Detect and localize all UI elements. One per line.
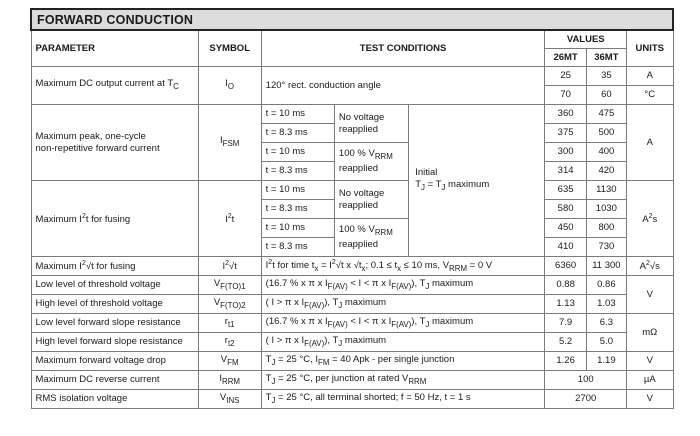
symbol-vto2: $V_{F(TO)2}$ bbox=[198, 295, 261, 314]
value-cell: 2700 bbox=[545, 390, 627, 409]
param-i2t: Maximum $I^2t$ for fusing bbox=[31, 181, 198, 257]
value-cell: 375 bbox=[545, 124, 586, 143]
value-cell: 35 bbox=[586, 67, 626, 86]
symbol-irrm: $I_{RRM}$ bbox=[198, 371, 261, 390]
table-row bbox=[31, 371, 673, 390]
cond-vto1: (16.7 % x π x $I_{F(AV)} < I < \pi$ x $I_{F(AV)}$), $T_J$ maximum bbox=[261, 276, 545, 295]
param-io: Maximum DC output current at $T_C$ bbox=[31, 67, 198, 105]
table-title: FORWARD CONDUCTION bbox=[31, 9, 673, 30]
symbol-io: $I_O$ bbox=[198, 67, 261, 105]
symbol-ifsm: $I_{FSM}$ bbox=[198, 105, 261, 181]
value-cell: 800 bbox=[586, 219, 626, 238]
table-row bbox=[31, 276, 673, 295]
value-cell: 1.03 bbox=[586, 295, 626, 314]
value-cell: 635 bbox=[545, 181, 586, 200]
value-cell: 314 bbox=[545, 162, 586, 181]
param-vins: RMS isolation voltage bbox=[31, 390, 198, 409]
value-cell: 100 bbox=[545, 371, 627, 390]
unit-cell: °C bbox=[627, 86, 674, 105]
unit-cell: V bbox=[627, 390, 674, 409]
symbol-i2t: $I^2t$ bbox=[198, 181, 261, 257]
table-row bbox=[31, 352, 673, 371]
header-symbol: SYMBOL bbox=[198, 30, 261, 67]
table-row bbox=[31, 333, 673, 352]
header-parameter: PARAMETER bbox=[31, 30, 198, 67]
time-cell: t = 8.3 ms bbox=[261, 238, 334, 257]
value-cell: 450 bbox=[545, 219, 586, 238]
table-title-row bbox=[31, 9, 673, 30]
cond-irrm: $T_J = 25$ °C, per junction at rated $V_{RRM}$ bbox=[261, 371, 545, 390]
cond-rt1: (16.7 % x π x $I_{F(AV)} < I < \pi$ x $I_{F(AV)}$), $T_J$ maximum bbox=[261, 314, 545, 333]
cond-io: 120° rect. conduction angle bbox=[261, 67, 545, 105]
unit-cell: µA bbox=[627, 371, 674, 390]
value-cell: 1.19 bbox=[586, 352, 626, 371]
table-row bbox=[31, 105, 673, 124]
value-cell: 5.0 bbox=[586, 333, 626, 352]
param-vfm: Maximum forward voltage drop bbox=[31, 352, 198, 371]
symbol-rt1: $r_{t1}$ bbox=[198, 314, 261, 333]
value-cell: 360 bbox=[545, 105, 586, 124]
cond-vins: $T_J = 25$ °C, all terminal shorted; f = 50 Hz, t = 1 s bbox=[261, 390, 545, 409]
table-row bbox=[31, 314, 673, 333]
value-cell: 0.86 bbox=[586, 276, 626, 295]
forward-conduction-table-container bbox=[30, 8, 674, 428]
unit-i2t: $A^2s$ bbox=[627, 181, 674, 257]
table-row bbox=[31, 67, 673, 86]
param-rt1: Low level forward slope resistance bbox=[31, 314, 198, 333]
value-cell: 300 bbox=[545, 143, 586, 162]
header-36mt: 36MT bbox=[586, 49, 626, 67]
param-irrm: Maximum DC reverse current bbox=[31, 371, 198, 390]
param-i2rt: Maximum $I^2√t$ for fusing bbox=[31, 257, 198, 276]
cond-no-voltage: No voltage reapplied bbox=[334, 105, 408, 143]
value-cell: 6.3 bbox=[586, 314, 626, 333]
symbol-vfm: $V_{FM}$ bbox=[198, 352, 261, 371]
value-cell: 1130 bbox=[586, 181, 626, 200]
table-row bbox=[31, 295, 673, 314]
param-vto2: High level of threshold voltage bbox=[31, 295, 198, 314]
symbol-vto1: $V_{F(TO)1}$ bbox=[198, 276, 261, 295]
time-cell: t = 8.3 ms bbox=[261, 162, 334, 181]
header-row-1 bbox=[31, 30, 673, 49]
time-cell: t = 10 ms bbox=[261, 181, 334, 200]
value-cell: 25 bbox=[545, 67, 586, 86]
forward-conduction-table bbox=[30, 8, 674, 409]
cond-initial: Initial $T_J = T_J$ maximum bbox=[409, 105, 545, 257]
time-cell: t = 10 ms bbox=[261, 105, 334, 124]
header-units: UNITS bbox=[627, 30, 674, 67]
param-vto1: Low level of threshold voltage bbox=[31, 276, 198, 295]
value-cell: 60 bbox=[586, 86, 626, 105]
table-row bbox=[31, 390, 673, 409]
value-cell: 730 bbox=[586, 238, 626, 257]
value-cell: 70 bbox=[545, 86, 586, 105]
cond-vfm: $T_J = 25$ °C, $I_{FM} = 40$ Apk - per single junction bbox=[261, 352, 545, 371]
time-cell: t = 10 ms bbox=[261, 219, 334, 238]
unit-i2rt: $A^2√s$ bbox=[627, 257, 674, 276]
symbol-rt2: $r_{t2}$ bbox=[198, 333, 261, 352]
unit-vto: V bbox=[627, 276, 674, 314]
unit-cell: A bbox=[627, 67, 674, 86]
table-row bbox=[31, 181, 673, 200]
value-cell: 580 bbox=[545, 200, 586, 219]
value-cell: 410 bbox=[545, 238, 586, 257]
value-cell: 420 bbox=[586, 162, 626, 181]
unit-rt: mΩ bbox=[627, 314, 674, 352]
value-cell: 1030 bbox=[586, 200, 626, 219]
cond-no-voltage: No voltage reapplied bbox=[334, 181, 408, 219]
time-cell: t = 8.3 ms bbox=[261, 124, 334, 143]
value-cell: 500 bbox=[586, 124, 626, 143]
param-ifsm: Maximum peak, one-cycle non-repetitive forward current bbox=[31, 105, 198, 181]
cond-vto2: ( I > π x $I_{F(AV)}$), $T_J$ maximum bbox=[261, 295, 545, 314]
value-cell: 5.2 bbox=[545, 333, 586, 352]
value-cell: 400 bbox=[586, 143, 626, 162]
time-cell: t = 10 ms bbox=[261, 143, 334, 162]
time-cell: t = 8.3 ms bbox=[261, 200, 334, 219]
value-cell: 1.26 bbox=[545, 352, 586, 371]
header-26mt: 26MT bbox=[545, 49, 586, 67]
unit-cell: V bbox=[627, 352, 674, 371]
cond-rt2: ( I > π x $I_{F(AV)}$), $T_J$ maximum bbox=[261, 333, 545, 352]
value-cell: 0.88 bbox=[545, 276, 586, 295]
header-test-conditions: TEST CONDITIONS bbox=[261, 30, 545, 67]
cond-100-vrrm: 100 % $V_{RRM}$ reapplied bbox=[334, 219, 408, 257]
cond-i2rt: $I^2t$ for time $t_x = I^2√t$ x $√t_x$; $0.1 \le t_x \le 10$ ms, $V_{RRM} = 0$ V bbox=[261, 257, 545, 276]
value-cell: 6360 bbox=[545, 257, 586, 276]
value-cell: 7.9 bbox=[545, 314, 586, 333]
table-row bbox=[31, 257, 673, 276]
param-rt2: High level forward slope resistance bbox=[31, 333, 198, 352]
value-cell: 1.13 bbox=[545, 295, 586, 314]
symbol-i2rt: $I^2√t$ bbox=[198, 257, 261, 276]
unit-ifsm: A bbox=[627, 105, 674, 181]
symbol-vins: $V_{INS}$ bbox=[198, 390, 261, 409]
cond-100-vrrm: 100 % $V_{RRM}$ reapplied bbox=[334, 143, 408, 181]
header-values: VALUES bbox=[545, 30, 627, 49]
value-cell: 475 bbox=[586, 105, 626, 124]
value-cell: 11 300 bbox=[586, 257, 626, 276]
